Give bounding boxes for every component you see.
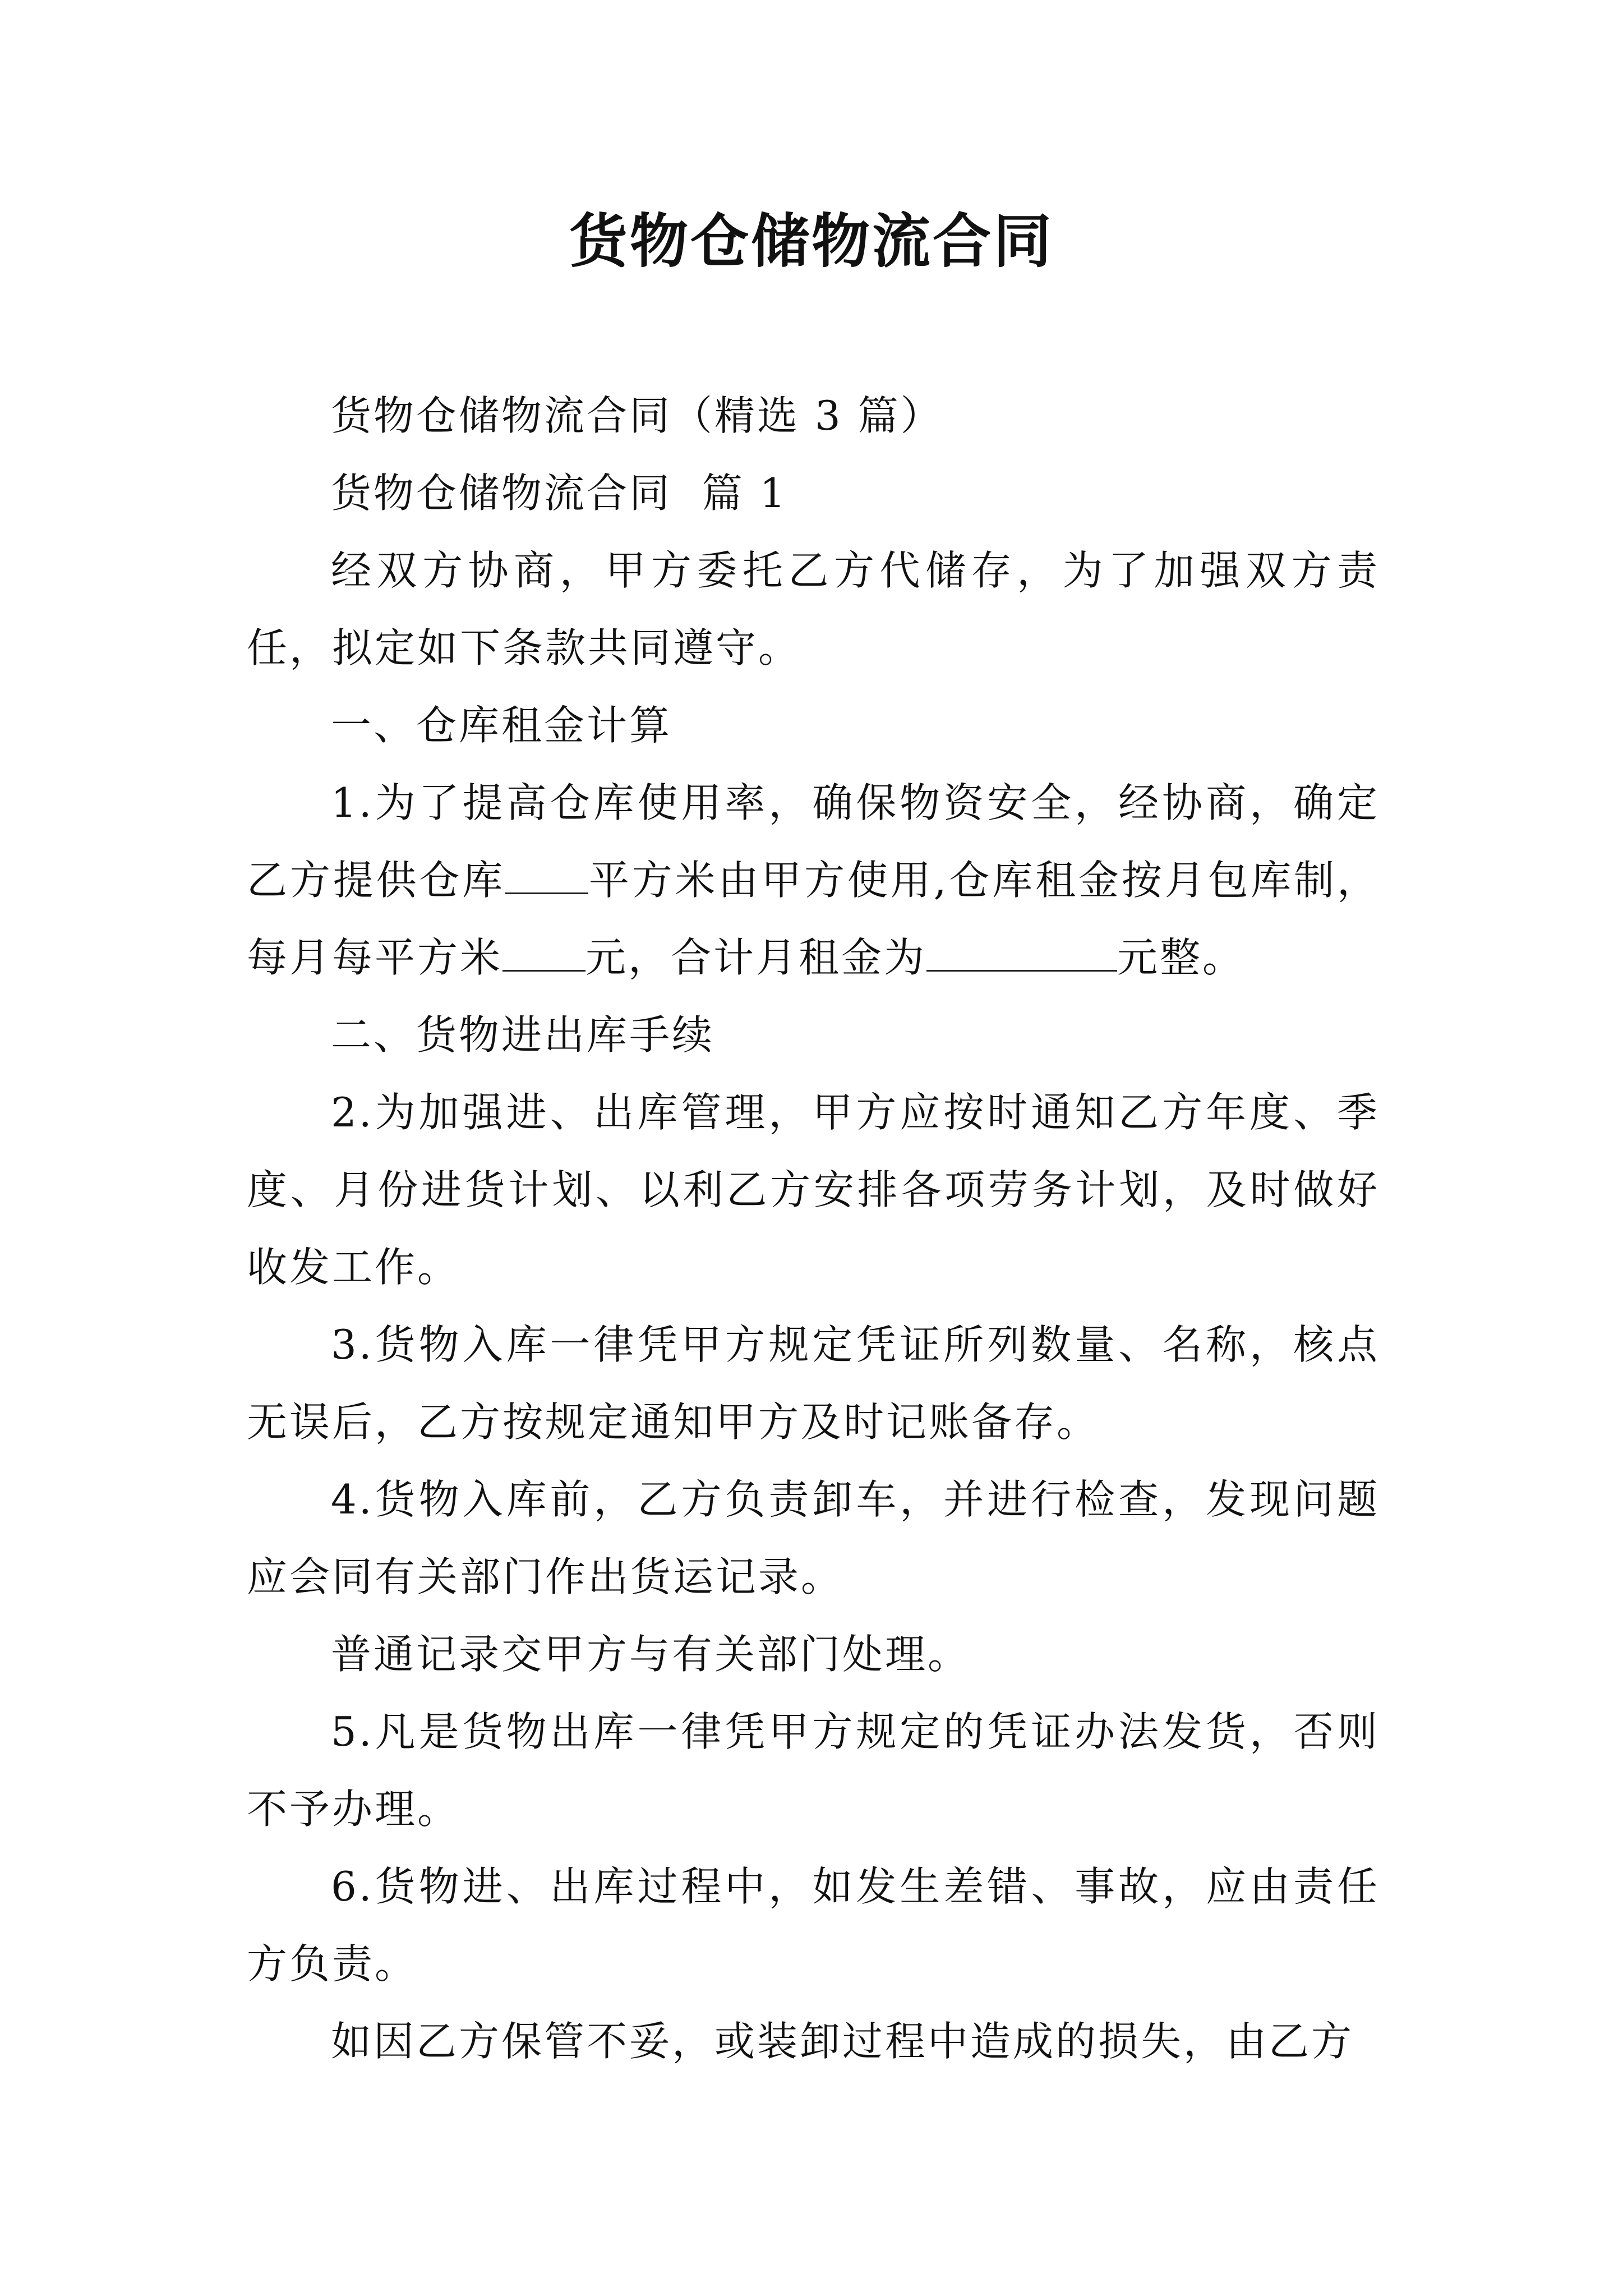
heading-rent: 一、仓库租金计算 [331, 702, 672, 749]
heading-procedures: 二、货物进出库手续 [331, 1011, 715, 1059]
clause-4-note: 普通记录交甲方与有关部门处理。 [331, 1631, 971, 1678]
clause-3: 3.货物入库一律凭甲方规定凭证所列数量、名称，核点无误后，乙方按规定通知甲方及时记账备存。 [247, 1321, 1380, 1446]
clause-1 [247, 764, 1380, 996]
subtitle: 货物仓储物流合同（精选 3 篇） [331, 392, 943, 439]
clause-6: 6.货物进、出库过程中，如发生差错、事故，应由责任方负责。 [247, 1863, 1380, 1987]
clause-2: 2.为加强进、出库管理，甲方应按时通知乙方年度、季度、月份进货计划、以利乙方安排各项劳务计划，及时做好收发工作。 [247, 1089, 1380, 1291]
document-body [247, 377, 1380, 2080]
clause-1-text-c: 元，合计月租金为 [585, 934, 927, 981]
clause-1-text-d: 元整。 [1117, 934, 1246, 981]
area-blank[interactable] [505, 853, 588, 894]
clause-1-text-b: 平方米由甲方使用,仓库租金按月包库制，每月每平方米 [247, 857, 1380, 981]
intro-paragraph: 经双方协商，甲方委托乙方代储存，为了加强双方责任，拟定如下条款共同遵守。 [247, 547, 1380, 671]
clause-1-text-a: 1.为了提高仓库使用率，确保物资安全，经协商，确定乙方提供仓库 [247, 779, 1380, 904]
document-title: 货物仓储物流合同 [569, 206, 1054, 275]
unit-price-blank[interactable] [502, 931, 585, 972]
clause-4: 4.货物入库前，乙方负责卸车，并进行检查，发现问题应会同有关部门作出货运记录。 [247, 1476, 1380, 1600]
clause-6-continued: 如因乙方保管不妥，或装卸过程中造成的损失，由乙方 [331, 2018, 1354, 2065]
clause-5: 5.凡是货物出库一律凭甲方规定的凭证办法发货，否则不予办理。 [247, 1708, 1380, 1833]
monthly-rent-blank[interactable] [926, 931, 1117, 972]
section-heading: 货物仓储物流合同 篇 1 [331, 470, 788, 517]
